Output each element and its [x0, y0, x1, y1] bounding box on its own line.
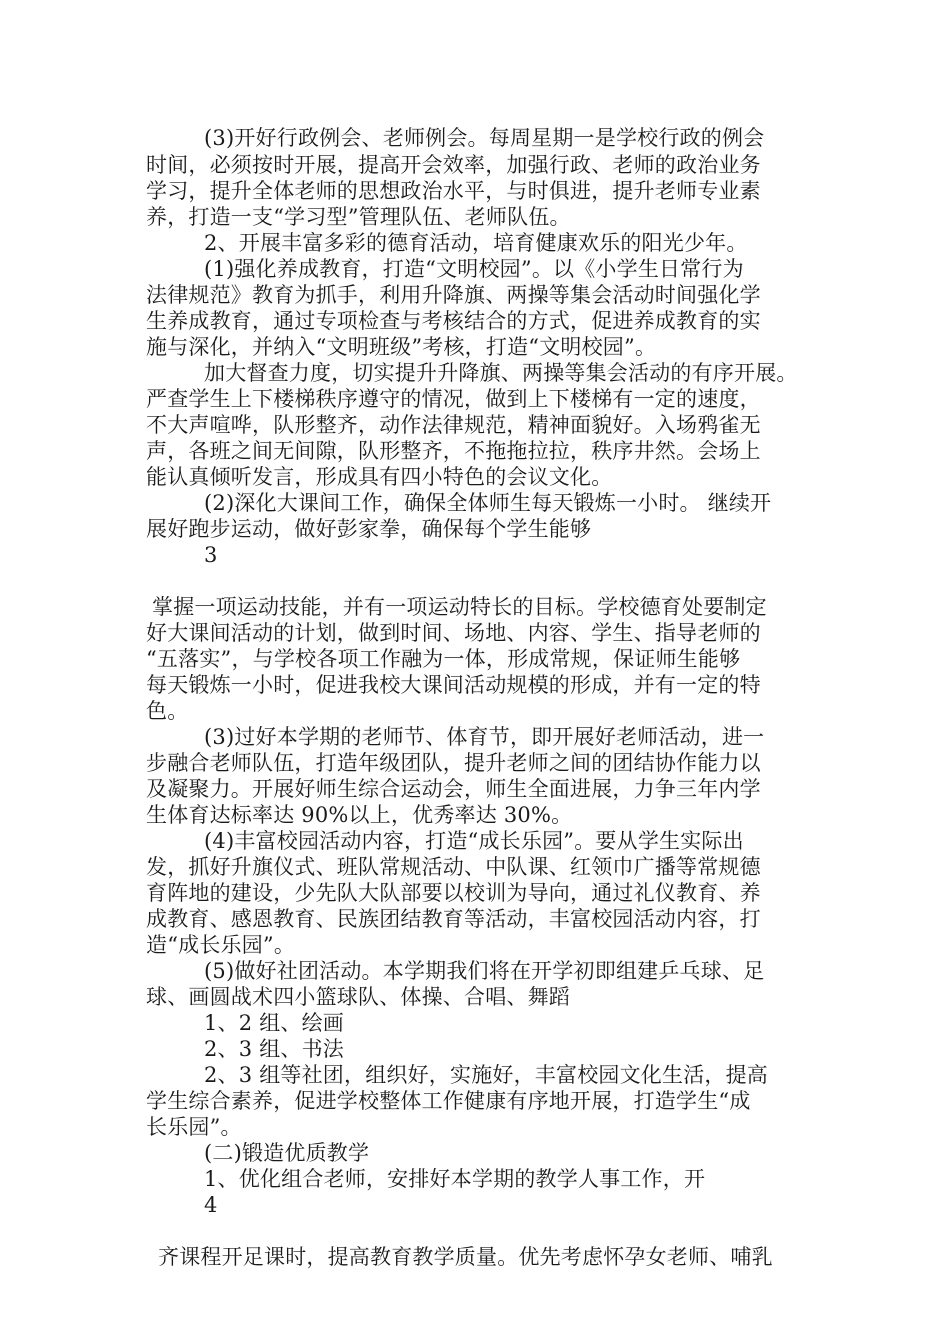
text-line: 1、优化组合老师，安排好本学期的教学人事工作，开 — [204, 1167, 706, 1191]
text-line: 2、3 组等社团，组织好，实施好，丰富校园文化生活，提高 — [204, 1063, 768, 1087]
text-line: 生体育达标率达 90%以上，优秀率达 30%。 — [146, 803, 573, 827]
text-line: 色。 — [146, 699, 189, 723]
text-line: 生养成教育，通过专项检查与考核结合的方式，促进养成教育的实 — [146, 309, 761, 333]
text-line: 学习，提升全体老师的思想政治水平，与时俱进，提升老师专业素 — [146, 179, 761, 203]
text-line: 2、3 组、书法 — [204, 1037, 344, 1061]
text-line: 不大声喧哗，队形整齐，动作法律规范，精神面貌好。入场鸦雀无 — [146, 413, 761, 437]
text-line: 成教育、感恩教育、民族团结教育等活动，丰富校园活动内容，打 — [146, 907, 761, 931]
text-line: 养，打造一支“学习型”管理队伍、老师队伍。 — [146, 205, 571, 229]
text-line: 能认真倾听发言，形成具有四小特色的会议文化。 — [146, 465, 613, 489]
text-line: 声，各班之间无间隙，队形整齐，不拖拖拉拉，秩序井然。会场上 — [146, 439, 761, 463]
text-line: 发，抓好升旗仪式、班队常规活动、中队课、红领巾广播等常规德 — [146, 855, 761, 879]
text-line: 每天锻炼一小时，促进我校大课间活动规模的形成，并有一定的特 — [146, 673, 761, 697]
text-line: 时间，必须按时开展，提高开会效率，加强行政、老师的政治业务 — [146, 153, 761, 177]
text-line: 严查学生上下楼梯秩序遵守的情况，做到上下楼梯有一定的速度， — [146, 387, 761, 411]
page-number: 3 — [204, 543, 218, 567]
text-line: 施与深化，并纳入“文明班级”考核，打造“文明校园”。 — [146, 335, 657, 359]
text-line: 步融合老师队伍，打造年级团队，提升老师之间的团结协作能力以 — [146, 751, 761, 775]
text-line: 2、开展丰富多彩的德育活动，培育健康欢乐的阳光少年。 — [204, 231, 748, 255]
text-line: 学生综合素养，促进学校整体工作健康有序地开展，打造学生“成 — [146, 1089, 751, 1113]
text-line: 1、2 组、绘画 — [204, 1011, 344, 1035]
text-line: 好大课间活动的计划，做到时间、场地、内容、学生、指导老师的 — [146, 621, 761, 645]
text-line: 掌握一项运动技能，并有一项运动特长的目标。学校德育处要制定 — [152, 595, 767, 619]
text-line: (2)深化大课间工作，确保全体师生每天锻炼一小时。 继续开 — [204, 491, 772, 515]
text-line: 展好跑步运动，做好彭家拳，确保每个学生能够 — [146, 517, 592, 541]
text-line: (3)开好行政例会、老师例会。每周星期一是学校行政的例会 — [204, 126, 765, 150]
text-line: 球、画圆战术四小篮球队、体操、合唱、舞蹈 — [146, 985, 570, 1009]
text-line: “五落实”，与学校各项工作融为一体，形成常规，保证师生能够 — [146, 647, 741, 671]
text-line: 及凝聚力。开展好师生综合运动会，师生全面进展，力争三年内学 — [146, 777, 761, 801]
text-line: (5)做好社团活动。本学期我们将在开学初即组建乒乓球、足 — [204, 959, 765, 983]
text-line: (4)丰富校园活动内容，打造“成长乐园”。要从学生实际出 — [204, 829, 744, 853]
text-line: 法律规范》教育为抓手，利用升降旗、两操等集会活动时间强化学 — [146, 283, 761, 307]
text-line: 长乐园”。 — [146, 1115, 242, 1139]
text-line: 育阵地的建设，少先队大队部要以校训为导向，通过礼仪教育、养 — [146, 881, 761, 905]
page-number: 4 — [204, 1193, 218, 1217]
text-line: 齐课程开足课时，提高教育教学质量。优先考虑怀孕女老师、哺乳 — [158, 1245, 773, 1269]
text-line: 加大督查力度，切实提升升降旗、两操等集会活动的有序开展。 — [204, 361, 798, 385]
text-line: 造“成长乐园”。 — [146, 933, 296, 957]
text-line: (1)强化养成教育，打造“文明校园”。以《小学生日常行为 — [204, 257, 744, 281]
text-line: (3)过好本学期的老师节、体育节，即开展好老师活动，进一 — [204, 725, 765, 749]
section-heading: (二)锻造优质教学 — [204, 1141, 370, 1165]
